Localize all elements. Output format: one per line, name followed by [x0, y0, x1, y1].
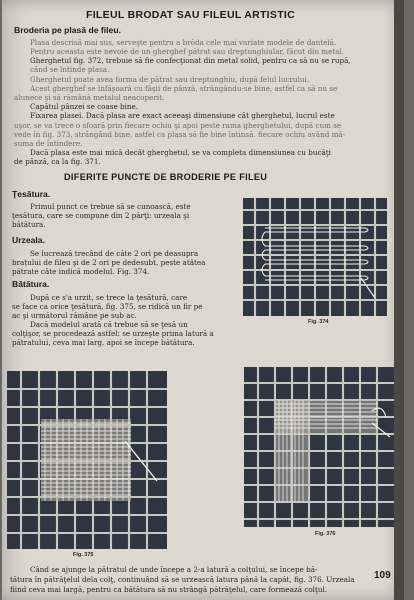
urzeala-line-1: Se lucrează trecând de câte 2 ori pe deasupra [30, 249, 199, 258]
p1-line-13: Dacă plasa este mai mică decât gherghetul, se va completa dimensiunea cu bucăţi [30, 148, 331, 157]
heading-tesatura: Ţesătura. [12, 189, 51, 199]
p1-line-7: alunece şi să rămână metalul neacoperit. [14, 93, 165, 102]
bottom-line-1: Când se ajunge la pătratul de unde începe a 2-a latură a colţului, se începe bă- [30, 565, 318, 574]
figure-376-caption: Fig. 376 [315, 531, 336, 537]
batatura-line-6: pătratului, ceva mai larg, apoi se începe bătătura. [12, 338, 195, 347]
page-title: FILEUL BRODAT SAU FILEUL ARTISTIC [86, 9, 296, 21]
p1-line-2: Pentru aceasta este nevoie de un gherghef pătrat sau dreptunghiular, făcut din metal. [30, 47, 345, 56]
batatura-line-4: Dacă modelul arată că trebue să se ţesă un [30, 320, 188, 329]
p1-line-8: Capătul pânzei se coase bine. [30, 102, 139, 111]
tesatura-line-1: Primul punct ce trebue să se cunoască, este [30, 202, 191, 211]
page-edge-shadow [394, 0, 404, 600]
batatura-line-2: se face ca orice ţesătură, fig. 375, se ridică un fir pe [12, 302, 203, 311]
figure-375-caption: Fig. 375 [73, 552, 94, 558]
p1-line-9: Fixarea plasei. Dacă plasa are exact aceeaşi dimensiune cât gherghetul, lucrul este [30, 111, 335, 120]
figure-375-tesatura-image [7, 371, 167, 549]
page-number: 109 [374, 570, 391, 581]
p1-line-5: Gherghetul poate avea forma de pătrat sau dreptunghiu, după felul lucrului. [30, 75, 310, 84]
p1-line-14: de pânză, ca la fig. 371. [14, 157, 101, 166]
p1-line-3: Gherghetul fig. 372, trebuie să fie confecţionat din metal solid, pentru ca să nu se rupă, [30, 56, 351, 65]
urzeala-line-3: pătrate câte indică modelul. Fig. 374. [12, 267, 150, 276]
section-heading-broderia: Broderia pe plasă de fileu. [14, 25, 121, 35]
tesatura-line-2: ţesătura, care se compune din 2 părţi: urzeala şi [12, 211, 190, 220]
batatura-line-5: colţişor, se procedează astfel: se urzeşte prima latură a [12, 329, 214, 338]
p1-line-10: uşor, se va trece o sfoară prin fiecare ochiu şi apoi peste rama gherghetului, după cum se [14, 121, 342, 130]
figure-376-colt-image [244, 367, 394, 527]
p1-line-4: când se întinde plasa. [30, 65, 110, 74]
heading-batatura: Bătătura. [12, 279, 50, 289]
figure-374-caption: Fig. 374 [308, 319, 329, 325]
tesatura-line-3: bătătura. [12, 220, 46, 229]
batatura-line-3: ac şi următorul rămâne pe sub ac. [12, 311, 137, 320]
heading-urzeala: Urzeala. [12, 235, 45, 245]
bottom-line-2: tătura în pătrăţelul dela colţ, continuând să se urzească latura până la capăt, fig. 376. Urzeala [10, 575, 355, 584]
figure-374-urzeala-image [243, 198, 387, 316]
batatura-line-1: După ce s'a urzit, se trece la ţesătură, care [30, 293, 188, 302]
p1-line-6: Acest gherghef se înfăşoară cu fâşii de pânză, strângându-se bine, astfel ca să nu se [30, 84, 338, 93]
p1-line-1: Plasa descrisă mai sus, serveşte pentru a brōda cele mai variate modele de dantelă. [30, 38, 337, 47]
bottom-line-3: fiind ceva mai largă, pentru ca bătătura să nu strângă pătrăţelul, care formează colţul. [10, 585, 328, 594]
p1-line-12: suma de întindere. [14, 139, 83, 148]
book-page [2, 0, 404, 600]
section-title-diferite-puncte: DIFERITE PUNCTE DE BRODERIE PE FILEU [64, 172, 268, 182]
p1-line-11: vede în fig. 373, strângând bine, astfel ca plasa să fie bine întinsă. fiecare ochiu având mă- [14, 130, 346, 139]
urzeala-line-2: brațului de fileu şi de 2 ori pe dedesubt, peste atâtea [12, 258, 206, 267]
